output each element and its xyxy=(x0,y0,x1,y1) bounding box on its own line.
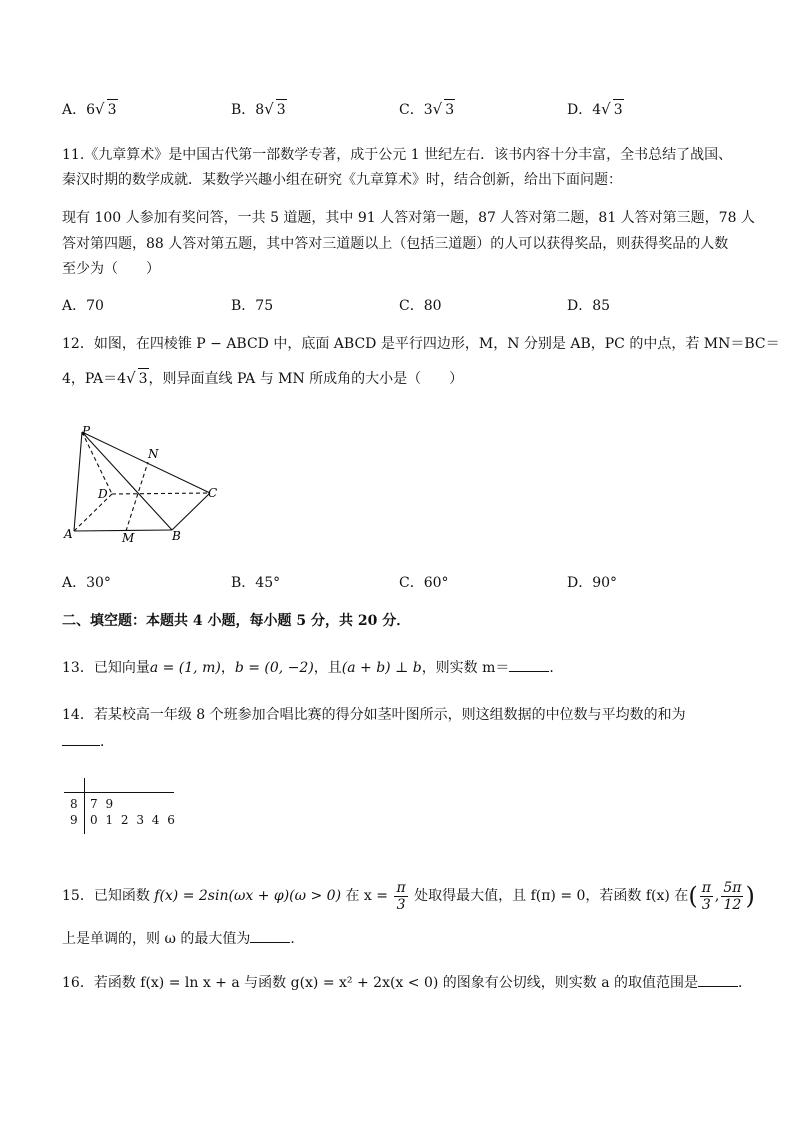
q11-option-b: B．75 xyxy=(231,298,274,314)
stem-divider xyxy=(84,778,85,834)
leaf-row: 7 9 xyxy=(90,797,116,811)
label-p: P xyxy=(82,424,91,438)
q12-line-2: 4，PA＝4√ 3，则异面直线 PA 与 MN 所成角的大小是（ ） xyxy=(62,369,464,387)
fraction: $\frac{5\pi}{12}$ xyxy=(723,879,742,913)
q12-option-c: C．60° xyxy=(399,575,449,591)
fraction: $\frac{\pi}{3}$ xyxy=(701,879,711,913)
q10-option-b: B．8√ 3 xyxy=(231,100,286,118)
edge-pc xyxy=(82,432,210,493)
edge-bc xyxy=(172,493,210,530)
sqrt-symbol: √ 3 xyxy=(126,369,148,387)
label-a: A xyxy=(64,527,73,541)
edge-pb xyxy=(82,432,172,530)
edge-dc xyxy=(112,493,210,494)
segment-mn xyxy=(126,462,148,531)
q10-option-c: C．3√ 3 xyxy=(399,100,455,118)
answer-blank[interactable] xyxy=(250,928,290,943)
q15-line-1: 15．已知函数 f(x) = 2sin(ωx + φ)(ω > 0) 在 x = $\frac{\pi}{3}$ 处取得最大值，且 f(π) = 0，若函数 f(x) 在( $\frac{\pi}{3}$ , $\frac{5\pi}{12}$ ) xyxy=(62,879,755,913)
fraction: $\frac{\pi}{3}$ xyxy=(396,879,406,913)
label-n: N xyxy=(148,447,159,461)
q11-option-d: D．85 xyxy=(567,298,611,314)
label-m: M xyxy=(122,531,135,545)
answer-blank[interactable] xyxy=(698,972,738,987)
q11-option-a: A．70 xyxy=(62,298,104,314)
q12-option-d: D．90° xyxy=(567,575,618,591)
q12-option-a: A．30° xyxy=(62,575,111,591)
q16-line: 16．若函数 f(x) = ln x + a 与函数 g(x) = x² + 2x(x < 0) 的图象有公切线，则实数 a 的取值范围是 ． xyxy=(62,972,752,993)
edge-pd xyxy=(82,432,112,494)
q11-line-1: 11.《九章算术》是中国古代第一部数学专著，成于公元 1 世纪左右．该书内容十分丰富，全书总结了战国、 xyxy=(62,147,733,163)
edge-pa xyxy=(74,432,82,531)
q10-option-d: D．4√ 3 xyxy=(567,100,623,118)
sqrt-symbol: √ 3 xyxy=(601,100,623,118)
q12-option-b: B．45° xyxy=(231,575,281,591)
stem-row: 9 xyxy=(70,813,78,827)
q12-line-1: 12．如图，在四棱锥 P − ABCD 中，底面 ABCD 是平行四边形，M，N 分别是 AB，PC 的中点，若 MN＝BC＝ xyxy=(62,336,780,352)
label-b: B xyxy=(172,529,181,543)
sqrt-symbol: √ 3 xyxy=(264,100,286,118)
label-d: D xyxy=(98,487,108,501)
answer-blank[interactable] xyxy=(509,657,549,672)
q14-line-1: 14．若某校高一年级 8 个班参加合唱比赛的得分如茎叶图所示，则这组数据的中位数与平均数的和为 xyxy=(62,707,686,723)
header-rule xyxy=(64,792,174,793)
q15-line-2: 上是单调的，则 ω 的最大值为 ． xyxy=(62,928,304,949)
answer-blank[interactable] xyxy=(62,731,100,746)
section-heading: 二、填空题：本题共 4 小题，每小题 5 分，共 20 分． xyxy=(62,613,411,629)
q11-line-3: 现有 100 人参加有奖问答，一共 5 道题，其中 91 人答对第一题，87 人答对第二题，81 人答对第三题，78 人 xyxy=(62,210,755,226)
q14-line-2: ． xyxy=(62,731,114,752)
q11-line-4: 答对第四题，88 人答对第五题，其中答对三道题以上（包括三道题）的人可以获得奖品，则获得奖品的人数 xyxy=(62,236,729,252)
q13-line: 13．已知向量a = (1, m)，b = (0, −2)，且(a + b) ⊥ b，则实数 m＝ ． xyxy=(62,657,563,678)
q10-option-a: A．6√ 3 xyxy=(62,100,117,118)
leaf-row: 0 1 2 3 4 6 xyxy=(90,813,177,827)
q11-line-2: 秦汉时期的数学成就．某数学兴趣小组在研究《九章算术》时，结合创新，给出下面问题： xyxy=(62,172,622,188)
sqrt-symbol: √ 3 xyxy=(95,100,117,118)
q11-option-c: C．80 xyxy=(399,298,442,314)
stem-row: 8 xyxy=(70,797,78,811)
stem-leaf-plot xyxy=(64,778,184,838)
sqrt-symbol: √ 3 xyxy=(432,100,455,118)
label-c: C xyxy=(208,486,218,500)
q11-line-5: 至少为（ ） xyxy=(62,261,160,277)
pyramid-figure xyxy=(60,418,230,548)
